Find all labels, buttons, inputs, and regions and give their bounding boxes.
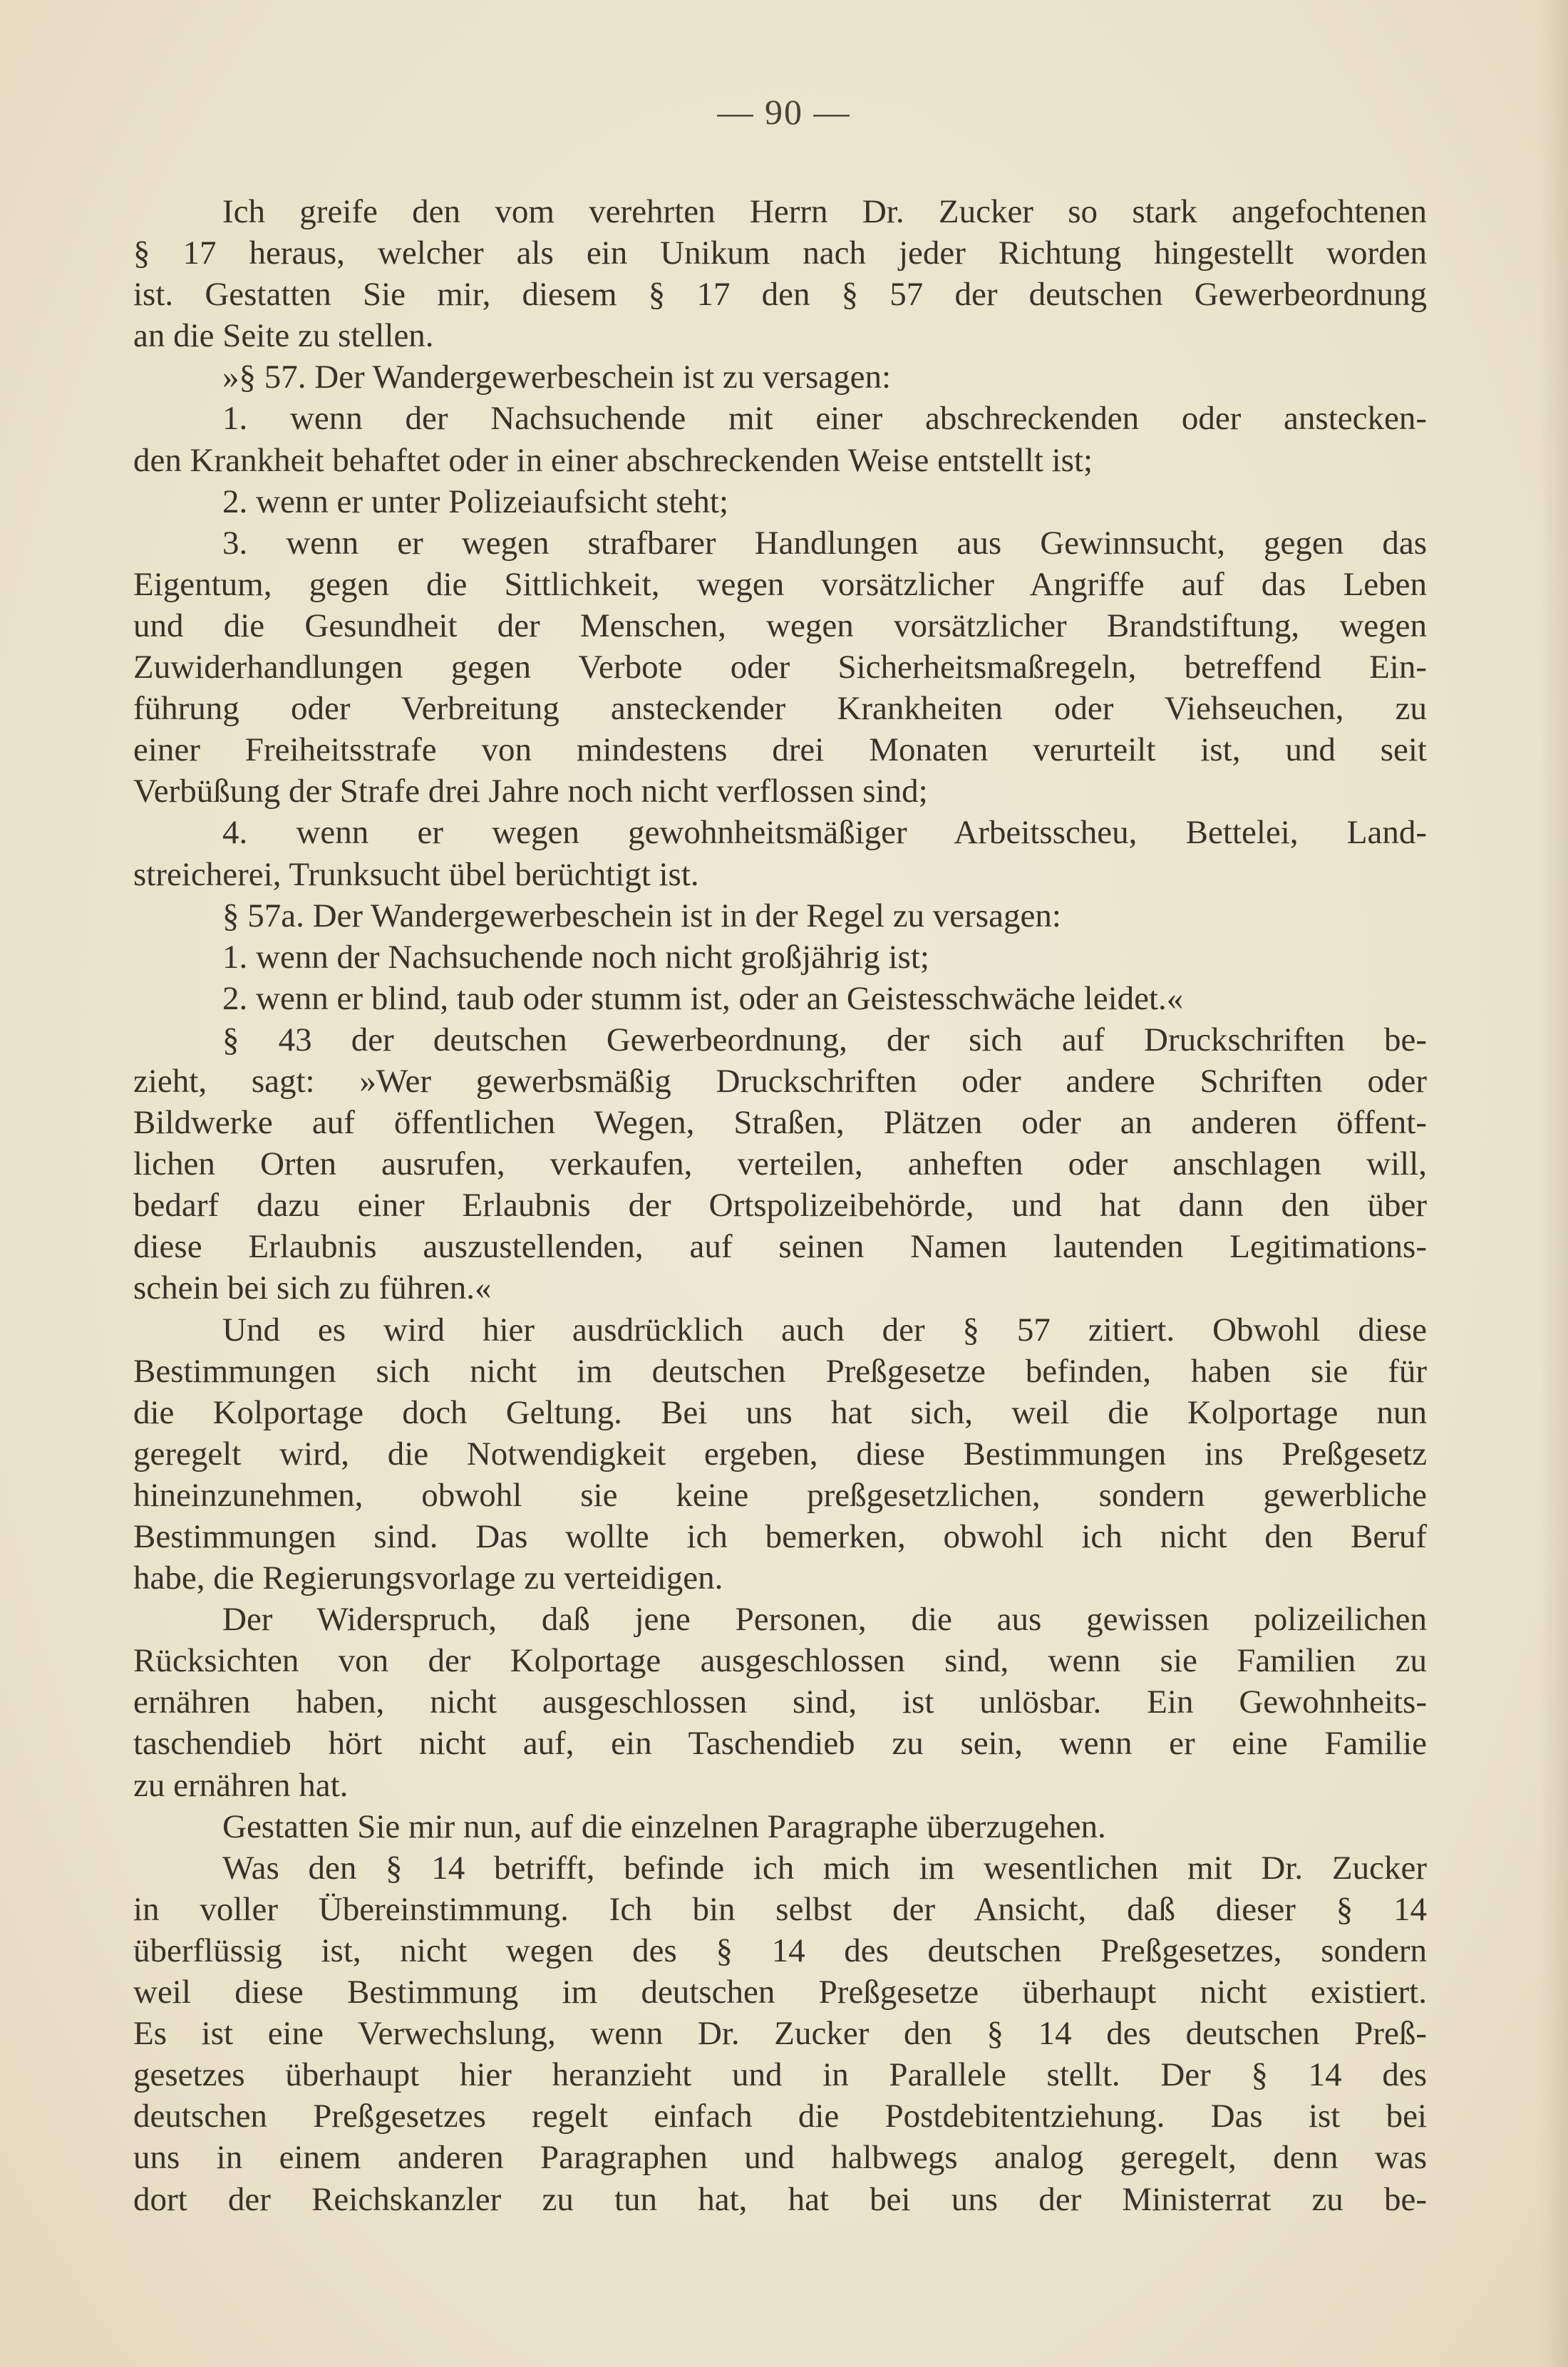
text-line: 3. wenn er wegen strafbarer Handlungen aus Gewinnsucht, gegen das (222, 524, 1427, 562)
text-line: ernähren haben, nicht ausgeschlossen sind, ist unlösbar. Ein Gewohnheits- (133, 1683, 1427, 1721)
text-line: zieht, sagt: »Wer gewerbsmäßig Druckschriften oder andere Schriften oder (133, 1062, 1427, 1100)
text-line: gesetzes überhaupt hier heranzieht und in Parallele stellt. Der § 14 des (133, 2056, 1427, 2094)
text-line: taschendieb hört nicht auf, ein Taschendieb zu sein, wenn er eine Familie (133, 1725, 1427, 1763)
text-line: einer Freiheitsstrafe von mindestens drei Monaten verurteilt ist, und seit (133, 731, 1427, 769)
text-line: 2. wenn er unter Polizeiaufsicht steht; (222, 483, 729, 520)
body-text (133, 191, 1427, 2220)
text-line: in voller Übereinstimmung. Ich bin selbst der Ansicht, daß dieser § 14 (133, 1890, 1427, 1928)
text-line: führung oder Verbreitung ansteckender Krankheiten oder Viehseuchen, zu (133, 690, 1427, 728)
text-line: den Krankheit behaftet oder in einer abschreckenden Weise entstellt ist; (133, 441, 1093, 479)
text-line: Bestimmungen sind. Das wollte ich bemerken, obwohl ich nicht den Beruf (133, 1518, 1427, 1555)
text-line: an die Seite zu stellen. (133, 317, 434, 355)
text-line: Der Widerspruch, daß jene Personen, die aus gewissen polizeilichen (222, 1601, 1427, 1639)
text-line: Rücksichten von der Kolportage ausgeschlossen sind, wenn sie Familien zu (133, 1642, 1427, 1680)
text-line: habe, die Regierungsvorlage zu verteidigen. (133, 1559, 723, 1597)
text-line: zu ernähren hat. (133, 1766, 349, 1804)
text-line: bedarf dazu einer Erlaubnis der Ortspolizeibehörde, und hat dann den über (133, 1187, 1427, 1224)
text-line: streicherei, Trunksucht übel berüchtigt ist. (133, 855, 699, 893)
text-line: schein bei sich zu führen.« (133, 1269, 492, 1307)
text-line: uns in einem anderen Paragraphen und halbwegs analog geregelt, denn was (133, 2139, 1427, 2177)
text-line: 2. wenn er blind, taub oder stumm ist, oder an Geistesschwäche leidet.« (222, 979, 1184, 1017)
text-line: ist. Gestatten Sie mir, diesem § 17 den § 57 der deutschen Gewerbeordnung (133, 276, 1427, 314)
text-line: Es ist eine Verwechslung, wenn Dr. Zucker den § 14 des deutschen Preß- (133, 2015, 1427, 2053)
text-line: 1. wenn der Nachsuchende noch nicht großjährig ist; (222, 938, 929, 976)
text-line: weil diese Bestimmung im deutschen Preßgesetze überhaupt nicht existiert. (133, 1974, 1427, 2011)
text-line: § 43 der deutschen Gewerbeordnung, der sich auf Druckschriften be- (222, 1021, 1427, 1058)
text-line: § 57a. Der Wandergewerbeschein ist in der Regel zu versagen: (222, 897, 1061, 934)
page-edge-shadow (1539, 0, 1568, 2367)
text-line: Gestatten Sie mir nun, auf die einzelnen Paragraphe überzugehen. (222, 1808, 1106, 1845)
text-line: hineinzunehmen, obwohl sie keine preßgesetzlichen, sondern gewerbliche (133, 1476, 1427, 1514)
text-line: Was den § 14 betrifft, befinde ich mich im wesentlichen mit Dr. Zucker (222, 1849, 1427, 1887)
text-line: Eigentum, gegen die Sittlichkeit, wegen vorsätzlicher Angriffe auf das Leben (133, 565, 1427, 603)
text-line: lichen Orten ausrufen, verkaufen, verteilen, anheften oder anschlagen will, (133, 1145, 1427, 1183)
page-number: — 90 — (717, 92, 851, 132)
text-line: dort der Reichskanzler zu tun hat, hat bei uns der Ministerrat zu be- (133, 2180, 1427, 2218)
text-line: Bildwerke auf öffentlichen Wegen, Straßen, Plätzen oder an anderen öffent- (133, 1104, 1427, 1142)
text-line: Ich greife den vom verehrten Herrn Dr. Zucker so stark angefochtenen (222, 193, 1427, 230)
text-line: 1. wenn der Nachsuchende mit einer abschreckenden oder anstecken- (222, 400, 1427, 438)
text-line: »§ 57. Der Wandergewerbeschein ist zu versagen: (222, 359, 892, 396)
text-line: und die Gesundheit der Menschen, wegen vorsätzlicher Brandstiftung, wegen (133, 607, 1427, 644)
text-line: geregelt wird, die Notwendigkeit ergeben, diese Bestimmungen ins Preßgesetz (133, 1435, 1427, 1473)
text-line: Zuwiderhandlungen gegen Verbote oder Sicherheitsmaßregeln, betreffend Ein- (133, 649, 1427, 686)
text-line: diese Erlaubnis auszustellenden, auf seinen Namen lautenden Legitimations- (133, 1228, 1427, 1266)
text-line: 4. wenn er wegen gewohnheitsmäßiger Arbeitsscheu, Bettelei, Land- (222, 814, 1427, 852)
text-line: Bestimmungen sich nicht im deutschen Preßgesetze befinden, haben sie für (133, 1352, 1427, 1390)
text-line: deutschen Preßgesetzes regelt einfach die Postdebitentziehung. Das ist bei (133, 2098, 1427, 2135)
text-line: § 17 heraus, welcher als ein Unikum nach jeder Richtung hingestellt worden (133, 234, 1427, 272)
text-line: Und es wird hier ausdrücklich auch der § 57 zitiert. Obwohl diese (222, 1311, 1427, 1348)
text-line: die Kolportage doch Geltung. Bei uns hat sich, weil die Kolportage nun (133, 1393, 1427, 1431)
text-line: überflüssig ist, nicht wegen des § 14 des deutschen Preßgesetzes, sondern (133, 1932, 1427, 1969)
text-line: Verbüßung der Strafe drei Jahre noch nicht verflossen sind; (133, 773, 928, 810)
